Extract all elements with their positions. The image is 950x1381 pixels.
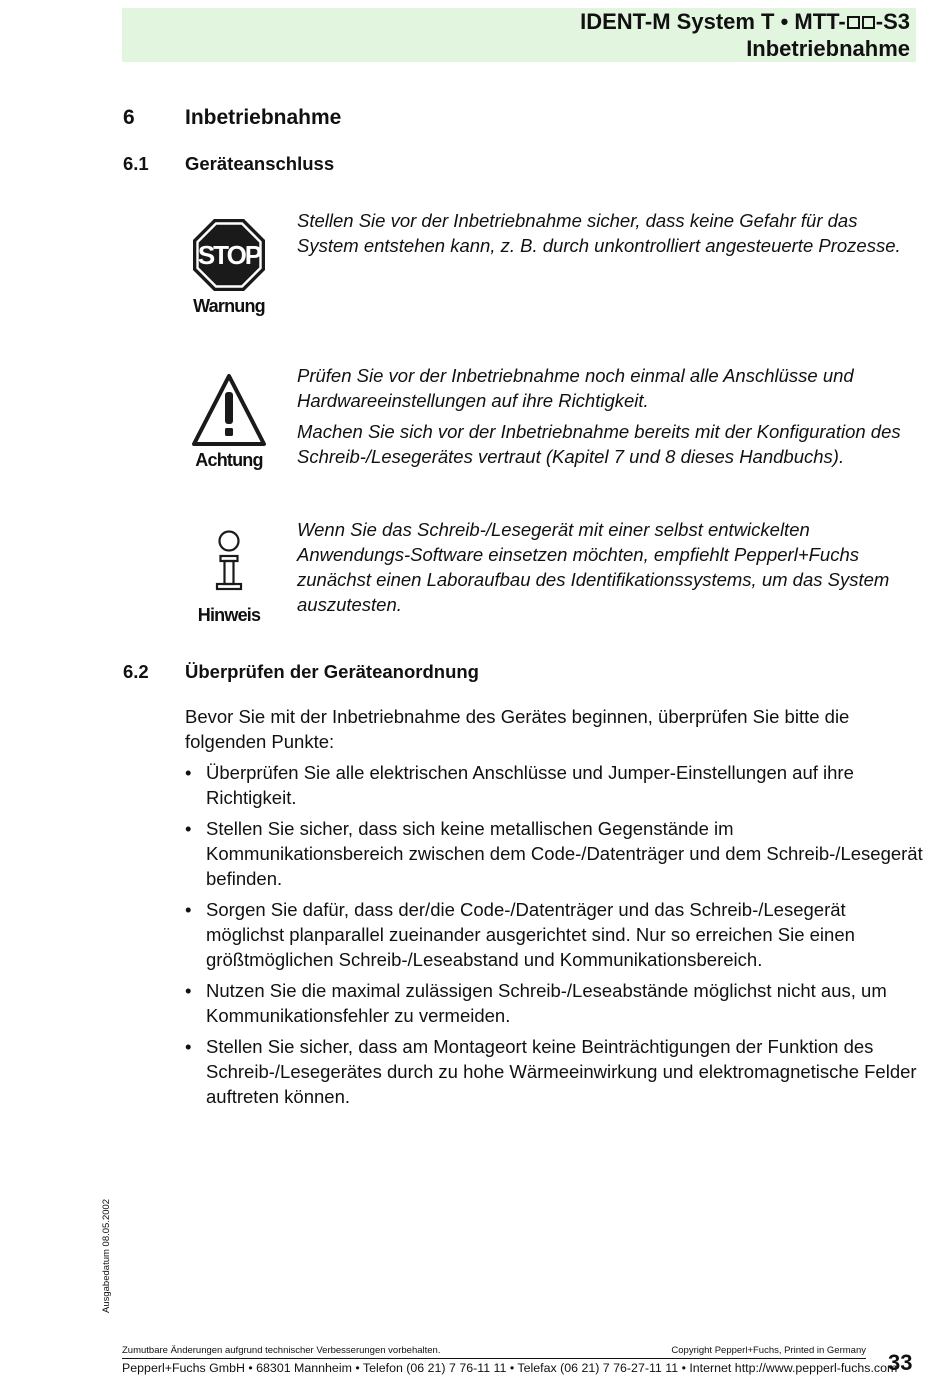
header-title-prefix: IDENT-M System T • MTT-: [580, 9, 846, 34]
section-number: 6: [123, 106, 135, 129]
footer-copyright: Copyright Pepperl+Fuchs, Printed in Germany: [671, 1345, 866, 1356]
stop-sign-text: STOP: [197, 240, 261, 270]
placeholder-box-icon: [847, 16, 860, 29]
list-item: [185, 760, 923, 810]
header-title-line2: Inbetriebnahme: [746, 36, 910, 61]
list-item-text: Stellen Sie sicher, dass am Montageort keine Beinträchtigungen der Funktion des Schreib-/Lesegerätes durch zu hohe Wärmeeinwirkung und elektromagnetische Felder auftreten können.: [206, 1036, 917, 1107]
warning-triangle-icon: [189, 372, 269, 453]
list-item-text: Sorgen Sie dafür, dass der/die Code-/Datenträger und das Schreib-/Lesegerät möglichst planparallel zueinander ausgerichtet sind. Nur so erreichen Sie einen größtmöglichen Schreib-/Leseabstand und Kommunikationsbereich.: [206, 899, 855, 970]
note-text: Wenn Sie das Schreib-/Lesegerät mit einer selbst entwickelten Anwendungs-Software einsetzen möchten, empfiehlt Pepperl+Fuchs zunächst einen Laboraufbau des Identifikationssystems, um das System auszutesten.: [297, 519, 890, 615]
header-title-line1: [580, 9, 910, 35]
list-item-text: Überprüfen Sie alle elektrischen Anschlüsse und Jumper-Einstellungen auf ihre Richtigkeit.: [206, 762, 854, 808]
warning-text: Stellen Sie vor der Inbetriebnahme sicher, dass keine Gefahr für das System entstehen kann, z. B. durch unkontrolliert angesteuerte Prozesse.: [297, 210, 901, 256]
page-header: [122, 8, 916, 62]
subsection-number: 6.2: [123, 661, 149, 682]
issue-date: Ausgabedatum 08.05.2002: [101, 1198, 112, 1313]
list-item-text: Nutzen Sie die maximal zulässigen Schreib-/Leseabstände möglichst nicht aus, um Kommunikationsfehler zu vermeiden.: [206, 980, 887, 1026]
bullet-icon: •: [185, 1036, 192, 1057]
bullet-icon: •: [185, 818, 192, 839]
stop-sign-icon: [189, 218, 269, 297]
caution-label: Achtung: [195, 450, 263, 470]
subsection-title: Überprüfen der Geräteanordnung: [185, 661, 479, 682]
list-item: [185, 978, 923, 1028]
list-item: [185, 816, 923, 891]
subsection-title: Geräteanschluss: [185, 153, 335, 174]
caution-text-1: Prüfen Sie vor der Inbetriebnahme noch einmal alle Anschlüsse und Hardwareeinstellungen auf ihre Richtigkeit.: [297, 365, 854, 411]
note-label: Hinweis: [197, 605, 261, 625]
placeholder-box-icon: [862, 16, 875, 29]
section-title: Inbetriebnahme: [185, 106, 342, 129]
header-title-suffix: -S3: [875, 9, 910, 34]
page-number: 33: [888, 1350, 913, 1375]
caution-text-2: Machen Sie sich vor der Inbetriebnahme bereits mit der Konfiguration des Schreib-/Lesegerätes vertraut (Kapitel 7 und 8 dieses Handbuchs).: [297, 421, 901, 467]
bullet-icon: •: [185, 980, 192, 1001]
subsection-number: 6.1: [123, 153, 149, 174]
footer-disclaimer: Zumutbare Änderungen aufgrund technischer Verbesserungen vorbehalten.: [122, 1345, 441, 1356]
list-item-text: Stellen Sie sicher, dass sich keine metallischen Gegenstände im Kommunikationsbereich zwischen dem Code-/Datenträger und dem Schreib-/Lesegerät befinden.: [206, 818, 923, 889]
warning-label: Warnung: [193, 296, 265, 316]
info-icon: [189, 528, 269, 603]
footer-divider: [122, 1358, 866, 1359]
intro-paragraph: Bevor Sie mit der Inbetriebnahme des Gerätes beginnen, überprüfen Sie bitte die folgenden Punkte:: [185, 706, 850, 752]
bullet-icon: •: [185, 899, 192, 920]
footer-address: Pepperl+Fuchs GmbH • 68301 Mannheim • Telefon (06 21) 7 76-11 11 • Telefax (06 21) 7 76-27-11 11 • Internet http://www.pepperl-fuchs.com: [122, 1361, 898, 1375]
list-item: [185, 1034, 923, 1109]
checklist: [185, 760, 923, 1115]
list-item: [185, 897, 923, 972]
bullet-icon: •: [185, 762, 192, 783]
